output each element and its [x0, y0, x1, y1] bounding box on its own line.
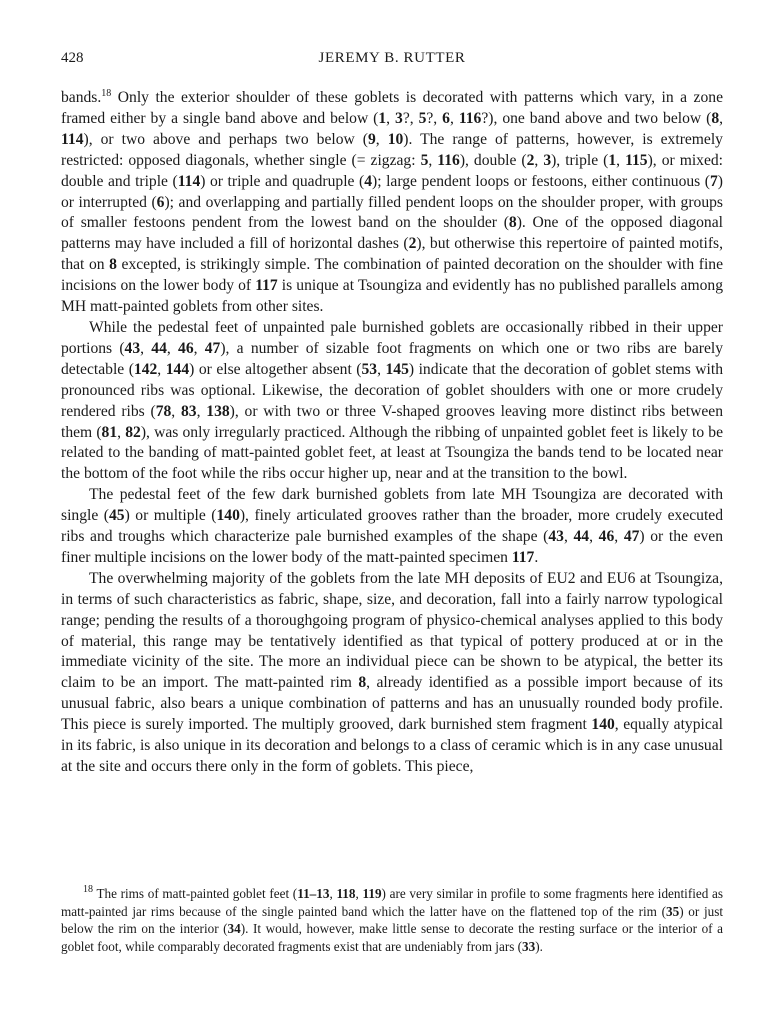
- paragraph: [61, 318, 723, 485]
- catalog-number: 2: [526, 151, 535, 169]
- text-run: Only the exterior shoulder of these goblets is decorated with patterns which vary, in a zone framed either by a single band above and below (: [61, 89, 723, 127]
- text-run: The rims of matt-painted goblet feet (: [93, 886, 298, 901]
- catalog-number: 114: [61, 130, 84, 148]
- catalog-number: 5: [418, 109, 427, 127]
- page-header: [61, 50, 723, 72]
- text-run: ); and overlapping and partially filled pendent loops on the shoulder proper, with groups of smaller festoons pendent from the lowest band on the shoulder (: [61, 193, 723, 232]
- text-run: ), a number of sizable foot fragments on which one or two ribs are barely detectable (: [61, 339, 724, 378]
- text-run: ), triple (: [551, 151, 609, 169]
- catalog-number: 83: [180, 402, 197, 420]
- catalog-number: 35: [666, 903, 680, 919]
- footnote-text: [61, 885, 723, 955]
- paragraph: [61, 88, 723, 318]
- text-run: ). One of the opposed diagonal patterns may have included a fill of horizontal dashes (: [61, 214, 723, 253]
- text-run: ,: [377, 360, 386, 378]
- text-run: ) or else altogether absent (: [189, 360, 362, 378]
- catalog-number: 6: [156, 193, 165, 211]
- text-run: ,: [719, 109, 724, 127]
- catalog-number: 11–13: [297, 886, 330, 901]
- paragraph: [61, 485, 723, 569]
- text-run: ,: [157, 360, 166, 378]
- text-run: ) or the even finer multiple incisions on the lower body of the matt-painted specimen: [61, 528, 724, 566]
- catalog-number: 47: [204, 339, 221, 357]
- text-run: ,: [329, 886, 337, 901]
- text-run: ,: [589, 528, 599, 546]
- text-run: ?), one band above and two below (: [481, 109, 712, 127]
- catalog-number: 138: [206, 402, 230, 420]
- text-run: bands.: [61, 89, 102, 106]
- catalog-number: 44: [151, 339, 167, 357]
- catalog-number: 10: [387, 130, 404, 148]
- catalog-number: 1: [608, 151, 617, 169]
- text-run: The overwhelming majority of the goblets from the late MH deposits of EU2 and EU6 at Tsoungiza, in terms of such characteristics as fabric, shape, size, and decoration, fall into a fairly narrow typological range; pending the results of a thoroughgoing program of physico-chemical analyses applied to this body of material, this range may be tentatively identified as that typical of pottery produced at or in the immediate vicinity of the site. The more an individual piece can be shown to be atypical, the better its claim to be an import. The matt-painted rim: [61, 569, 723, 692]
- text-run: ,: [171, 402, 181, 420]
- catalog-number: 142: [133, 360, 158, 378]
- text-run: ,: [614, 528, 624, 546]
- catalog-number: 43: [548, 528, 564, 546]
- text-run: ,: [117, 423, 126, 441]
- catalog-number: 117: [255, 277, 278, 295]
- text-run: ,: [355, 886, 363, 901]
- paragraph: [61, 569, 723, 778]
- catalog-number: 5: [420, 151, 429, 169]
- footnote-18: [61, 885, 723, 955]
- text-run: ). The range of patterns, however, is extremely restricted: opposed diagonals, whether single (= zigzag:: [61, 130, 723, 169]
- text-run: ,: [534, 151, 544, 169]
- text-run: ,: [166, 339, 179, 357]
- catalog-number: 2: [408, 235, 417, 253]
- catalog-number: 9: [368, 130, 376, 148]
- text-run: ), or with two or three V-shaped grooves leaving more distinct ribs between them (: [61, 402, 724, 441]
- catalog-number: 8: [358, 674, 367, 692]
- text-run: ,: [386, 109, 396, 127]
- catalog-number: 78: [155, 402, 172, 420]
- text-run: ), was only irregularly practiced. Although the ribbing of unpainted goblet feet is likely to be related to the banding of matt-painted goblet feet, at least at Tsoungiza the bands tend to be located near the bottom of the foot while the ribs occur higher up, near and at the transition to the bowl.: [61, 423, 723, 483]
- text-run: ) indicate that the decoration of goblet stems with pronounced ribs was optional. Likewise, the decoration of goblet shoulders with one or more crudely rendered ribs (: [61, 360, 724, 420]
- catalog-number: 8: [508, 214, 517, 232]
- text-run: ), or mixed: double and triple (: [61, 151, 724, 190]
- catalog-number: 140: [216, 507, 240, 525]
- catalog-number: 33: [522, 938, 536, 954]
- catalog-number: 118: [336, 886, 356, 901]
- catalog-number: 144: [165, 360, 190, 378]
- catalog-number: 6: [442, 109, 450, 127]
- text-run: ) or triple and quadruple (: [200, 172, 365, 190]
- text-run: ,: [375, 130, 388, 148]
- catalog-number: 116: [437, 151, 460, 169]
- text-run: ) are very similar in profile to some fragments here identified as matt-painted jar rims because of the single painted band which the latter have on the flattened top of the rim (: [61, 886, 724, 919]
- running-head: JEREMY B. RUTTER: [318, 50, 466, 66]
- catalog-number: 46: [598, 528, 615, 546]
- text-run: While the pedestal feet of unpainted pale burnished goblets are occasionally ribbed in their upper portions (: [61, 318, 723, 357]
- body-text: [61, 88, 723, 778]
- catalog-number: 82: [125, 423, 141, 441]
- text-run: ); large pendent loops or festoons, either continuous (: [372, 172, 710, 190]
- text-run: ?,: [426, 109, 443, 127]
- text-run: ) or interrupted (: [61, 172, 723, 211]
- catalog-number: 81: [101, 423, 118, 441]
- catalog-number: 44: [573, 528, 590, 546]
- catalog-number: 3: [543, 151, 552, 169]
- text-run: ,: [616, 151, 626, 169]
- text-run: ) or just below the rim on the interior (: [61, 903, 723, 937]
- text-run: ,: [449, 109, 459, 127]
- text-run: ), finely articulated grooves rather than the broader, more crudely executed ribs and troughs which characterize pale burnished examples of the shape (: [61, 507, 724, 546]
- catalog-number: 119: [362, 886, 382, 901]
- text-run: ), but otherwise this repertoire of painted motifs, that on: [61, 235, 724, 274]
- catalog-number: 116: [458, 109, 482, 127]
- text-run: ,: [140, 339, 152, 357]
- text-run: ,: [428, 151, 438, 169]
- catalog-number: 34: [227, 921, 241, 937]
- text-run: ) or multiple (: [124, 507, 217, 525]
- footnote-ref: 18: [101, 88, 112, 99]
- text-run: , equally atypical in its fabric, is also unique in its decoration and belongs to a class of ceramic which is in any case unusual at the site and occurs there only in the form of goblets. This piece,: [61, 716, 724, 775]
- catalog-number: 7: [710, 172, 718, 190]
- text-run: ,: [196, 402, 207, 420]
- text-run: , already identified as a possible import because of its unusual fabric, also bears a unique combination of patterns and has an unusually rounded body profile. This piece is surely imported. The multiply grooved, dark burnished stem fragment: [61, 674, 723, 734]
- catalog-number: 45: [108, 507, 125, 525]
- catalog-number: 4: [364, 172, 372, 190]
- catalog-number: 43: [124, 339, 141, 357]
- text-run: ,: [563, 528, 574, 546]
- catalog-number: 47: [623, 528, 640, 546]
- catalog-number: 53: [361, 360, 378, 378]
- catalog-number: 8: [109, 256, 117, 274]
- catalog-number: 140: [591, 716, 615, 734]
- catalog-number: 1: [378, 109, 387, 127]
- text-run: ), or two above and perhaps two below (: [83, 130, 368, 148]
- text-run: ), double (: [459, 151, 527, 169]
- text-run: ,: [193, 339, 205, 357]
- text-run: ).: [535, 938, 543, 954]
- catalog-number: 117: [511, 548, 535, 566]
- catalog-number: 115: [625, 151, 648, 169]
- text-run: .: [534, 548, 539, 566]
- text-run: ). It would, however, make little sense to decorate the resting surface or the interior of a goblet foot, while comparably decorated fragments exist that are undeniably from jars (: [61, 921, 723, 954]
- catalog-number: 145: [385, 360, 409, 378]
- catalog-number: 8: [711, 109, 720, 127]
- text-run: ?,: [402, 109, 419, 127]
- text-run: is unique at Tsoungiza and evidently has no published parallels among MH matt-painted goblets from other sites.: [61, 277, 724, 316]
- catalog-number: 3: [395, 109, 403, 127]
- footnote-ref: 18: [83, 884, 93, 895]
- catalog-number: 114: [177, 172, 201, 190]
- catalog-number: 46: [178, 339, 194, 357]
- text-run: The pedestal feet of the few dark burnished goblets from late MH Tsoungiza are decorated with single (: [61, 486, 723, 525]
- page-number: 428: [61, 50, 84, 66]
- text-run: excepted, is strikingly simple. The combination of painted decoration on the shoulder with fine incisions on the lower body of: [61, 256, 724, 295]
